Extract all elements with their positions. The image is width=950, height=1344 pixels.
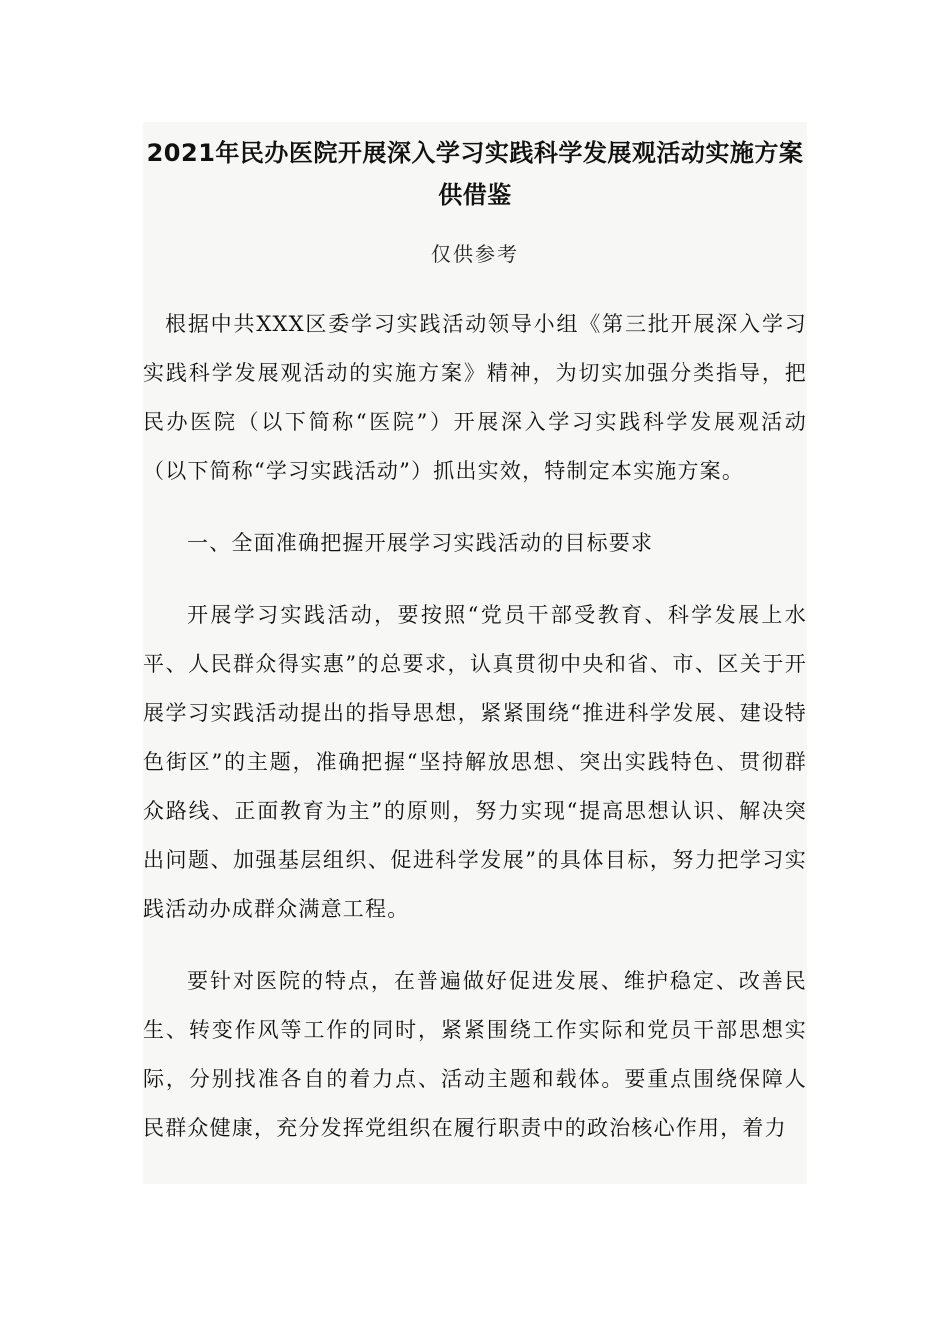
body-paragraph: 要针对医院的特点，在普遍做好促进发展、维护稳定、改善民生、转变作风等工作的同时，紧紧围绕工作实际和党员干部思想实际，分别找准各自的着力点、活动主题和载体。要重点围绕保障人民群众健康，充分发挥党组织在履行职责中的政治核心作用，着力 [143, 969, 807, 1140]
document-body [143, 122, 807, 1184]
section-heading: 一、全面准确把握开展学习实践活动的目标要求 [187, 531, 654, 555]
body-paragraph: 开展学习实践活动，要按照“党员干部受教育、科学发展上水平、人民群众得实惠”的总要求，认真贯彻中央和省、市、区关于开展学习实践活动提出的指导思想，紧紧围绕“推进科学发展、建设特色街区”的主题，准确把握“坚持解放思想、突出实践特色、贯彻群众路线、正面教育为主”的原则，努力实现“提高思想认识、解决突出问题、加强基层组织、促进科学发展”的具体目标，努力把学习实践活动办成群众满意工程。 [143, 603, 807, 921]
intro-paragraph: 根据中共XXX区委学习实践活动领导小组《第三批开展深入学习实践科学发展观活动的实施方案》精神，为切实加强分类指导，把民办医院（以下简称“医院”）开展深入学习实践科学发展观活动（以下简称“学习实践活动”）抓出实效，特制定本实施方案。 [143, 312, 807, 483]
document-title: 2021年民办医院开展深入学习实践科学发展观活动实施方案供借鉴 [146, 139, 804, 209]
document-subtitle: 仅供参考 [431, 242, 519, 266]
